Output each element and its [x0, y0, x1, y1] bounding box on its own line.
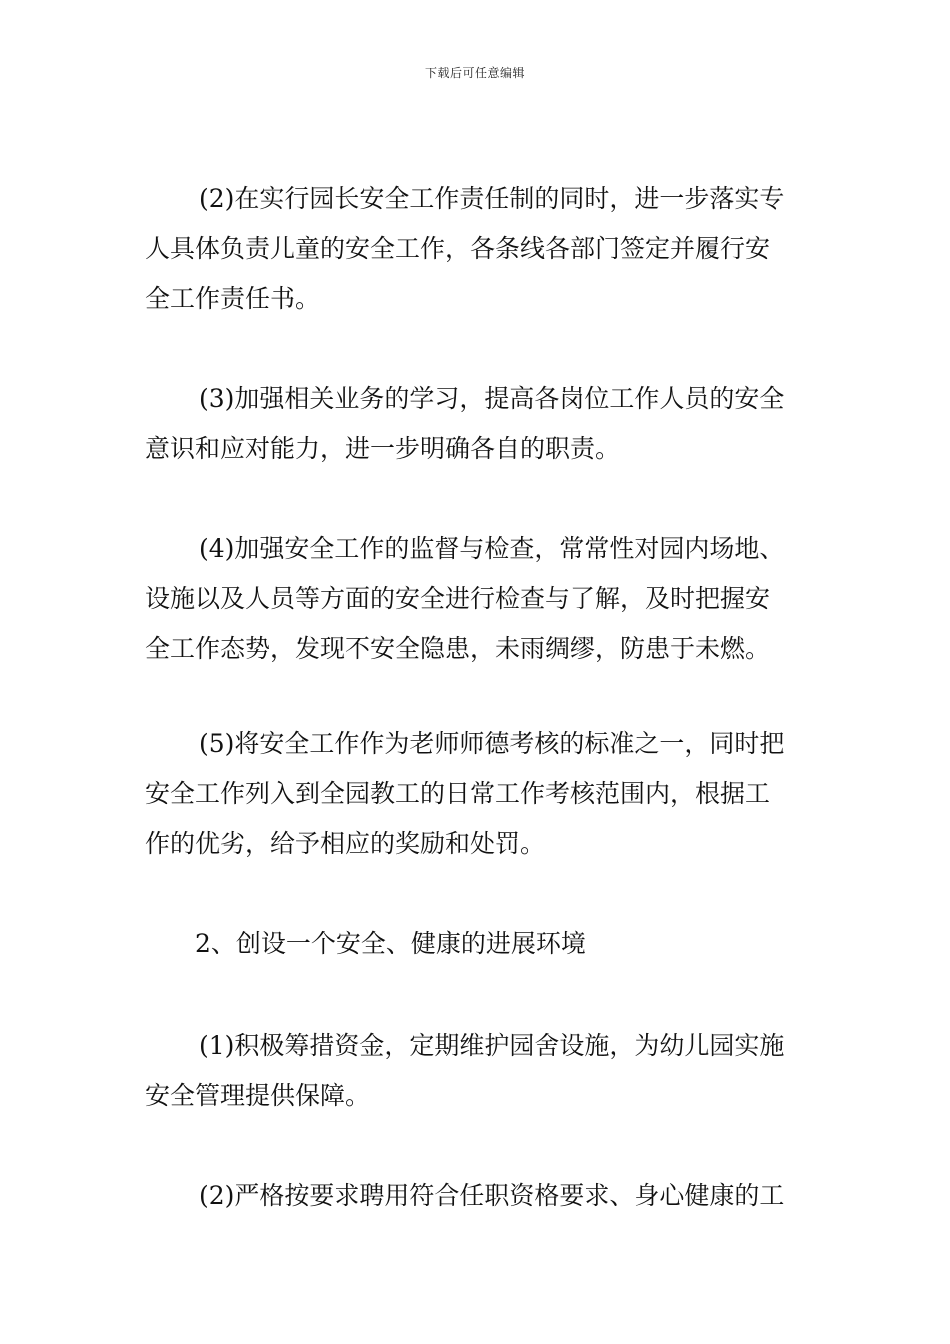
paragraph-line: (4)加强安全工作的监督与检查，常常性对园内场地、	[199, 534, 785, 563]
section-heading	[145, 919, 586, 969]
paragraph-line: (5)将安全工作作为老师师德考核的标准之一，同时把	[199, 729, 785, 758]
paragraph-line: (2)在实行园长安全工作责任制的同时，进一步落实专	[199, 184, 785, 213]
paragraph-2	[145, 374, 784, 474]
paragraph-line: (1)积极筹措资金，定期维护园舍设施，为幼儿园实施	[199, 1031, 785, 1060]
paragraph-4	[145, 719, 784, 869]
paragraph-line: 作的优劣，给予相应的奖励和处罚。	[145, 829, 546, 858]
paragraph-line: 设施以及人员等方面的安全进行检查与了解，及时把握安	[145, 584, 771, 613]
paragraph-line: 意识和应对能力，进一步明确各自的职责。	[145, 434, 621, 463]
paragraph-line: (3)加强相关业务的学习，提高各岗位工作人员的安全	[199, 384, 785, 413]
paragraph-line: 安全管理提供保障。	[145, 1081, 371, 1110]
paragraph-line: 安全工作列入到全园教工的日常工作考核范围内，根据工	[145, 779, 771, 808]
paragraph-line: 人具体负责儿童的安全工作，各条线各部门签定并履行安	[145, 234, 771, 263]
section-heading-text: 2、创设一个安全、健康的进展环境	[195, 929, 586, 958]
paragraph-5	[145, 1021, 784, 1121]
paragraph-6	[145, 1171, 784, 1221]
paragraph-line: 全工作态势，发现不安全隐患，未雨绸缪，防患于未燃。	[145, 634, 771, 663]
page-header: 下载后可任意编辑	[424, 66, 525, 80]
paragraph-1	[145, 174, 784, 324]
paragraph-line: (2)严格按要求聘用符合任职资格要求、身心健康的工	[199, 1181, 785, 1210]
paragraph-line: 全工作责任书。	[145, 284, 321, 313]
paragraph-3	[145, 524, 784, 674]
